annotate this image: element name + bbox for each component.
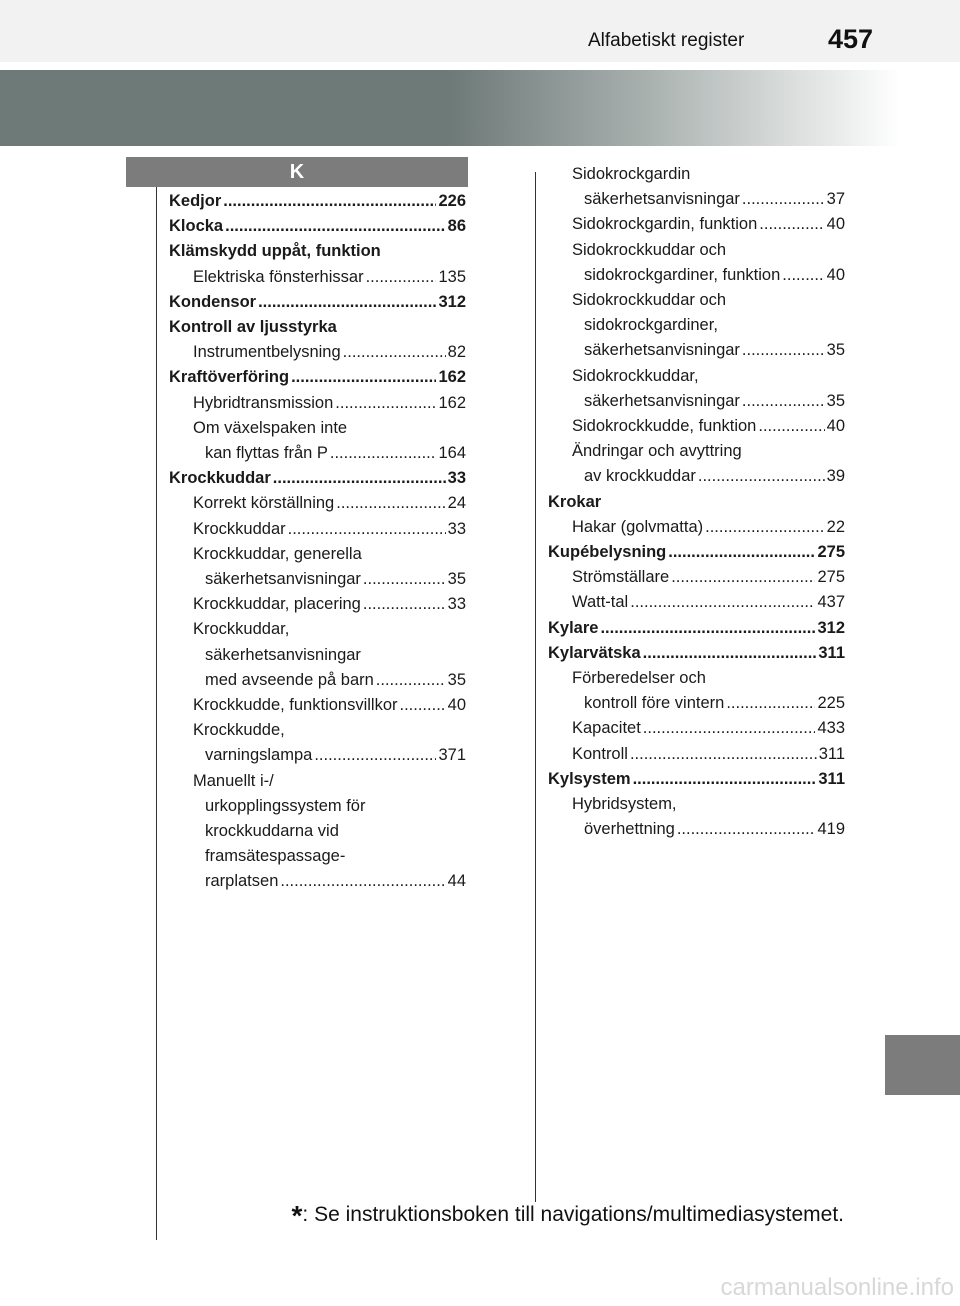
index-entry-text: Kontroll — [572, 744, 628, 763]
index-entry-text: säkerhetsanvisningar — [584, 190, 740, 209]
index-entry — [169, 491, 466, 516]
index-entry — [169, 844, 466, 869]
index-entry — [548, 767, 845, 792]
dot-leader — [291, 365, 436, 390]
dot-leader — [742, 389, 825, 414]
index-entry-page: 35 — [447, 570, 466, 589]
footnote-text: : Se instruktionsboken till navigations/multimediasystemet. — [302, 1203, 844, 1226]
right-index-column — [548, 162, 845, 842]
dot-leader — [705, 515, 825, 540]
index-entry-text: Krockkuddar, placering — [193, 595, 361, 614]
index-entry — [548, 238, 845, 263]
header-banner — [0, 70, 900, 146]
index-entry-page: 437 — [817, 593, 845, 612]
index-entry — [548, 742, 845, 767]
index-entry-page: 226 — [438, 192, 466, 210]
dot-leader — [225, 214, 446, 239]
chapter-tab — [885, 1035, 960, 1095]
dot-leader — [668, 540, 815, 565]
index-entry-page: 86 — [447, 217, 466, 236]
index-entry-page: 82 — [447, 343, 466, 362]
dot-leader — [280, 869, 445, 894]
index-entry-text: Kontroll av ljusstyrka — [169, 318, 337, 337]
index-entry — [548, 212, 845, 237]
index-entry-text: Om växelspaken inte — [193, 418, 348, 437]
dot-leader — [314, 743, 436, 768]
dot-leader — [600, 616, 815, 641]
dot-leader — [742, 187, 825, 212]
index-entry — [169, 441, 466, 466]
index-entry — [548, 187, 845, 212]
dot-leader — [726, 691, 815, 716]
index-entry-text: Förberedelser och — [572, 669, 706, 688]
index-entry-page: 275 — [817, 568, 845, 587]
index-entry-text: Sidokrockgardin, funktion — [572, 215, 758, 234]
dot-leader — [630, 742, 817, 767]
index-entry-text: Hakar (golvmatta) — [572, 517, 704, 536]
index-entry-text: Krockkuddar — [193, 519, 286, 538]
index-entry-page: 35 — [826, 391, 845, 410]
section-letter-bar: K — [126, 157, 468, 187]
dot-leader — [677, 817, 816, 842]
index-entry — [548, 414, 845, 439]
index-entry — [548, 691, 845, 716]
index-entry-page: 135 — [438, 267, 466, 286]
index-entry-page: 33 — [447, 469, 466, 488]
index-entry — [169, 693, 466, 718]
dot-leader — [273, 466, 446, 491]
footnote — [292, 1200, 845, 1232]
index-entry-text: Sidokrockkuddar och — [572, 291, 727, 310]
index-entry — [169, 794, 466, 819]
index-entry — [548, 263, 845, 288]
index-entry-text: Kylare — [548, 618, 599, 637]
index-entry-text: säkerhetsanvisningar — [205, 570, 361, 589]
index-entry-text: Krockkudde, funktionsvillkor — [193, 696, 398, 715]
index-entry-page: 164 — [438, 444, 466, 463]
index-entry-text: framsätespassage- — [205, 847, 346, 866]
index-entry-text: kan flyttas från P — [205, 444, 328, 463]
index-entry — [548, 389, 845, 414]
index-entry — [548, 641, 845, 666]
index-entry-page: 33 — [447, 595, 466, 614]
watermark: carmanualsonline.info — [720, 1274, 954, 1301]
index-entry-page: 24 — [447, 494, 466, 513]
index-entry-page: 40 — [826, 417, 845, 436]
header-band — [0, 0, 960, 62]
index-entry-text: säkerhetsanvisningar — [205, 645, 361, 664]
index-entry — [169, 315, 466, 340]
dot-leader — [643, 716, 816, 741]
index-entry-page: 33 — [447, 519, 466, 538]
index-entry-text: Watt-tal — [572, 593, 629, 612]
index-entry-text: Kraftöverföring — [169, 368, 290, 387]
dot-leader — [758, 414, 824, 439]
index-entry-text: urkopplingssystem för — [205, 796, 366, 815]
index-entry-text: säkerhetsanvisningar — [584, 341, 740, 360]
index-entry-page: 35 — [826, 341, 845, 360]
dot-leader — [630, 590, 815, 615]
index-entry — [169, 365, 466, 390]
index-entry-page: 433 — [817, 719, 845, 738]
index-entry-text: varningslampa — [205, 746, 313, 765]
index-entry — [548, 515, 845, 540]
index-entry — [169, 718, 466, 743]
index-entry — [169, 214, 466, 239]
index-entry-text: Klocka — [169, 217, 224, 236]
index-entry-page: 312 — [817, 618, 845, 637]
index-entry-text: Hybridtransmission — [193, 393, 334, 412]
index-entry-text: kontroll före vintern — [584, 694, 725, 713]
dot-leader — [742, 338, 825, 363]
dot-leader — [759, 212, 824, 237]
index-entry-text: Klämskydd uppåt, funktion — [169, 242, 381, 261]
index-entry-text: Manuellt i-/ — [193, 771, 274, 790]
dot-leader — [288, 517, 446, 542]
index-entry — [169, 391, 466, 416]
index-entry-text: Kupébelysning — [548, 543, 667, 562]
index-entry — [169, 869, 466, 894]
index-entry-text: Kylsystem — [548, 769, 631, 788]
index-entry-text: säkerhetsanvisningar — [584, 391, 740, 410]
index-entry — [548, 288, 845, 313]
dot-leader — [343, 340, 446, 365]
index-entry-page: 311 — [818, 643, 845, 662]
index-entry-page: 35 — [447, 670, 466, 689]
index-entry — [169, 769, 466, 794]
index-entry-page: 419 — [817, 820, 845, 839]
index-entry-page: 39 — [826, 467, 845, 486]
index-entry-text: Kylarvätska — [548, 643, 641, 662]
index-entry-text: Strömställare — [572, 568, 670, 587]
dot-leader — [258, 290, 436, 315]
index-entry-text: överhettning — [584, 820, 675, 839]
index-entry-text: Ändringar och avyttring — [572, 442, 742, 461]
index-entry-page: 40 — [447, 696, 466, 715]
index-entry-text: Kondensor — [169, 292, 257, 311]
index-entry — [169, 542, 466, 567]
index-entry-page: 275 — [817, 543, 845, 562]
index-entry-text: Kedjor — [169, 192, 222, 210]
index-entry-text: med avseende på barn — [205, 670, 374, 689]
index-entry-text: Sidokrockkuddar, — [572, 366, 699, 385]
index-entry — [169, 617, 466, 642]
index-entry — [169, 567, 466, 592]
dot-leader — [335, 391, 436, 416]
index-entry-page: 162 — [438, 368, 466, 387]
index-entry — [169, 265, 466, 290]
dot-leader — [633, 767, 817, 792]
index-entry-text: rarplatsen — [205, 872, 279, 891]
index-entry — [169, 416, 466, 441]
dot-leader — [363, 592, 446, 617]
index-entry-page: 311 — [818, 744, 845, 763]
index-entry-text: sidokrockgardiner, — [584, 316, 718, 335]
index-entry-text: Sidokrockkuddar och — [572, 240, 727, 259]
index-entry-text: Elektriska fönsterhissar — [193, 267, 364, 286]
center-column-rule — [535, 172, 536, 1202]
index-entry — [169, 743, 466, 768]
dot-leader — [698, 464, 825, 489]
index-entry — [548, 716, 845, 741]
index-entry — [548, 817, 845, 842]
left-index-column — [169, 189, 466, 895]
index-entry-text: Krockkuddar, — [193, 620, 290, 639]
index-entry-text: Krockkudde, — [193, 721, 285, 740]
index-entry-text: Hybridsystem, — [572, 795, 677, 814]
index-entry — [169, 592, 466, 617]
index-entry — [548, 313, 845, 338]
index-entry — [169, 290, 466, 315]
index-entry-text: Krokar — [548, 492, 602, 511]
index-entry — [548, 439, 845, 464]
index-entry — [548, 490, 845, 515]
index-entry — [548, 565, 845, 590]
index-entry — [548, 162, 845, 187]
index-entry-text: Korrekt körställning — [193, 494, 335, 513]
index-entry-text: Sidokrockgardin — [572, 165, 691, 183]
index-entry-page: 44 — [447, 872, 466, 891]
index-entry-text: krockkuddarna vid — [205, 822, 339, 841]
dot-leader — [376, 668, 446, 693]
index-entry-text: av krockkuddar — [584, 467, 696, 486]
index-entry-page: 162 — [438, 393, 466, 412]
dot-leader — [671, 565, 815, 590]
index-entry — [548, 616, 845, 641]
index-entry-page: 225 — [817, 694, 845, 713]
index-entry-text: Kapacitet — [572, 719, 641, 738]
index-entry-page: 371 — [438, 746, 466, 765]
index-entry — [548, 338, 845, 363]
index-entry-text: Krockkuddar — [169, 469, 271, 488]
index-entry — [548, 792, 845, 817]
index-entry-text: Instrumentbelysning — [193, 343, 341, 362]
index-entry — [169, 819, 466, 844]
index-entry — [548, 540, 845, 565]
dot-leader — [366, 265, 437, 290]
index-entry-page: 22 — [826, 517, 845, 536]
index-entry — [169, 239, 466, 264]
index-entry-page: 312 — [438, 292, 466, 311]
index-entry-page: 40 — [826, 265, 845, 284]
dot-leader — [782, 263, 824, 288]
dot-leader — [363, 567, 446, 592]
page-number: 457 — [828, 24, 874, 54]
dot-leader — [330, 441, 437, 466]
dot-leader — [400, 693, 446, 718]
dot-leader — [643, 641, 817, 666]
footnote-star: * — [291, 1200, 303, 1231]
index-entry — [548, 666, 845, 691]
index-entry — [169, 189, 466, 214]
index-entry — [169, 643, 466, 668]
index-entry-text: sidokrockgardiner, funktion — [584, 265, 781, 284]
index-entry-page: 37 — [826, 190, 845, 209]
index-entry-page: 311 — [818, 769, 845, 788]
left-column-rule — [156, 187, 157, 1240]
dot-leader — [336, 491, 445, 516]
index-entry — [548, 590, 845, 615]
index-entry — [169, 466, 466, 491]
index-entry-text: Sidokrockkudde, funktion — [572, 417, 757, 436]
index-entry — [548, 464, 845, 489]
index-entry — [169, 340, 466, 365]
index-entry-text: Krockkuddar, generella — [193, 544, 362, 563]
dot-leader — [223, 189, 436, 214]
index-entry — [169, 668, 466, 693]
index-entry — [169, 517, 466, 542]
index-entry-page: 40 — [826, 215, 845, 234]
index-entry — [548, 364, 845, 389]
header-title: Alfabetiskt register — [588, 30, 745, 51]
